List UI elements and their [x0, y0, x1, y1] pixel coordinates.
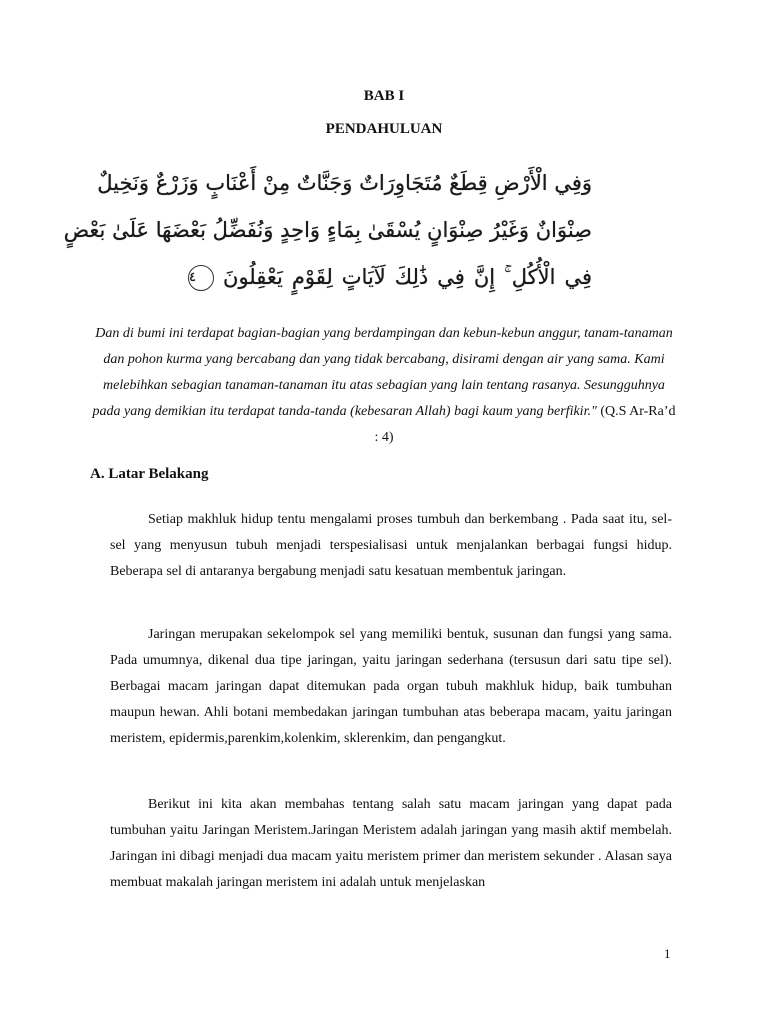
- verse-line-3-text: فِي الْأُكُلِ ۚ إِنَّ فِي ذَٰلِكَ لَآيَاتٍ لِقَوْمٍ يَعْقِلُونَ: [223, 265, 592, 289]
- verse-line-3: [182, 254, 592, 301]
- paragraph: Jaringan merupakan sekelompok sel yang memiliki bentuk, susunan dan fungsi yang sama. Pada umumnya, dikenal dua tipe jaringan, yaitu jaringan sederhana (tersusun dari satu tipe sel). Berbagai macam jaringan dapat ditemukan pada organ tubuh makhluk hidup, baik tumbuhan maupun hewan. Ahli botani membedakan jaringan tumbuhan atas beberapa macam, yaitu jaringan meristem, epidermis,parenkim,kolenkim, sklerenkim, dan pengangkut.: [110, 627, 672, 746]
- ayah-number-mark: ٤: [188, 265, 214, 291]
- paragraph: Setiap makhluk hidup tentu mengalami proses tumbuh dan berkembang . Pada saat itu, sel-sel yang menyusun tubuh menjadi terspesialisasi untuk menjalankan berbagai fungsi hidup. Beberapa sel di antaranya bergabung menjadi satu kesatuan membentuk jaringan.: [110, 512, 672, 579]
- verse-line-1: وَفِي الْأَرْضِ قِطَعٌ مُتَجَاوِرَاتٌ وَجَنَّاتٌ مِنْ أَعْنَابٍ وَزَرْعٌ وَنَخِيلٌ: [97, 171, 592, 195]
- translation-source: (Q.S Ar-Ra’d : 4): [374, 404, 676, 445]
- translation-text: Dan di bumi ini terdapat bagian-bagian yang berdampingan dan kebun-kebun anggur, tanam-tanaman dan pohon kurma yang bercabang dan yang tidak bercabang, disirami dengan air yang sama. Kami melebihkan sebagian tanaman-tanaman itu atas sebagian yang lain tentang rasanya. Sesungguhnya pada yang demikian itu terdapat tanda-tanda (kebesaran Allah) bagi kaum yang berfikir.": [92, 326, 673, 419]
- verse-line-2: صِنْوَانٌ وَغَيْرُ صِنْوَانٍ يُسْقَىٰ بِمَاءٍ وَاحِدٍ وَنُفَضِّلُ بَعْضَهَا عَلَىٰ بَعْضٍ: [63, 218, 592, 242]
- page-number: 1: [664, 946, 671, 961]
- section-heading: A. Latar Belakang: [90, 466, 209, 482]
- chapter-title: PENDAHULUAN: [325, 121, 443, 137]
- verse-translation: [90, 321, 678, 451]
- paragraph: Berikut ini kita akan membahas tentang salah satu macam jaringan yang dapat pada tumbuhan yaitu Jaringan Meristem.Jaringan Meristem adalah jaringan yang masih aktif membelah. Jaringan ini dibagi menjadi dua macam yaitu meristem primer dan meristem sekunder . Alasan saya membuat makalah jaringan meristem ini adalah untuk menjelaskan: [110, 797, 672, 890]
- quran-verse: [63, 160, 592, 300]
- chapter-number: BAB I: [363, 88, 405, 104]
